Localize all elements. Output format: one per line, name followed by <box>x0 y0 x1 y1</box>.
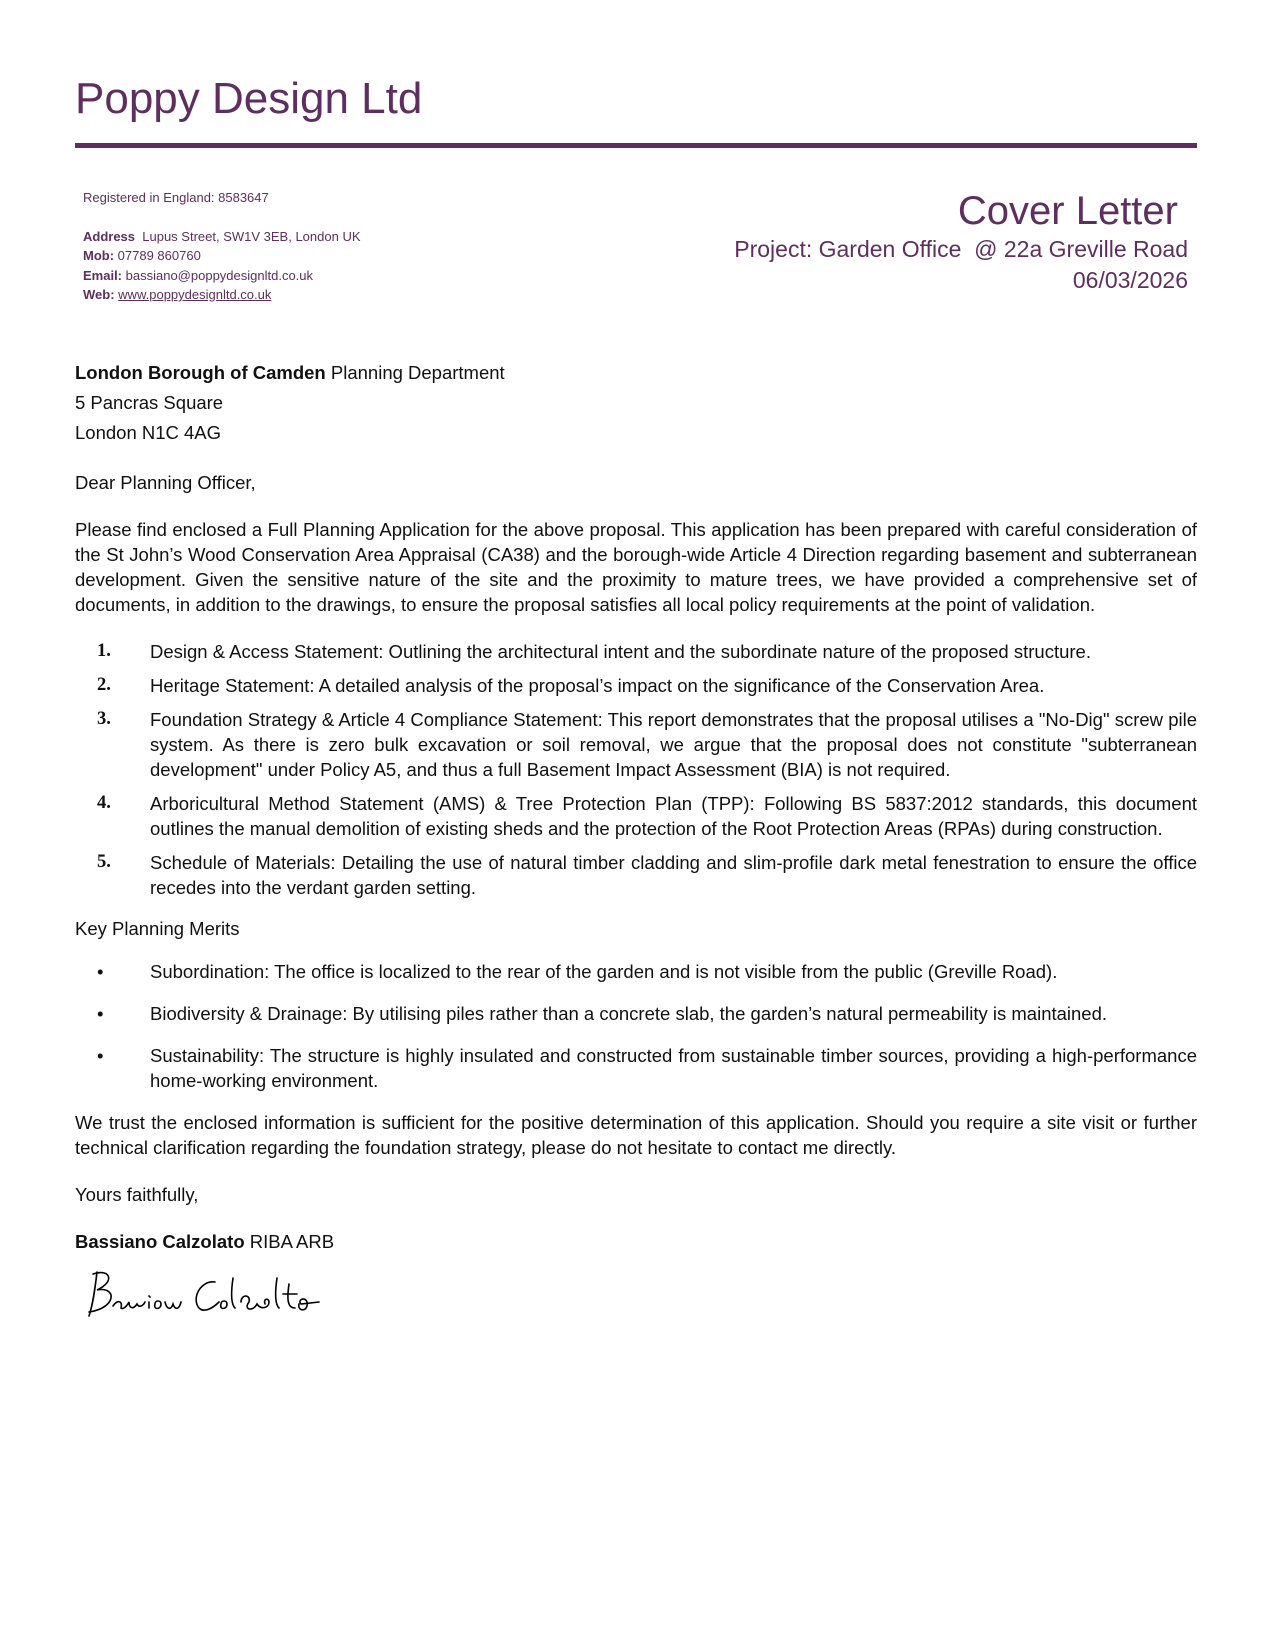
address-label: Address <box>83 228 136 244</box>
list-item: 2. Heritage Statement: A detailed analysis of the proposal’s impact on the significance of the Conservation Area. <box>97 675 1045 696</box>
web-link[interactable]: www.poppydesignltd.co.uk <box>118 287 272 302</box>
merits-list <box>75 959 1197 1093</box>
document-title: Cover Letter <box>957 189 1178 233</box>
company-name: Poppy Design Ltd <box>75 74 423 123</box>
web-label: Web: <box>83 287 115 302</box>
contact-block <box>83 188 361 305</box>
documents-list <box>75 639 1197 900</box>
mobile: 07789 860760 <box>117 248 201 263</box>
document-date: 06/03/2026 <box>1072 267 1188 293</box>
signatory-qualifications: RIBA ARB <box>244 1231 335 1252</box>
signatory-name: Bassiano Calzolato <box>75 1231 245 1252</box>
list-item: • Sustainability: The structure is highly insulated and constructed from sustainable timber sources, providing a high-performance home-working environment. <box>97 1045 1197 1091</box>
list-item: 1. Design & Access Statement: Outlining the architectural intent and the subordinate nature of the proposed structure. <box>97 641 1091 662</box>
email: bassiano@poppydesignltd.co.uk <box>125 267 314 283</box>
recipient-street: 5 Pancras Square <box>75 392 224 413</box>
signoff: Yours faithfully, <box>75 1184 199 1205</box>
recipient-dept: Planning Department <box>325 362 505 383</box>
list-item: 5. Schedule of Materials: Detailing the use of natural timber cladding and slim-profile dark metal fenestration to ensure the office recedes into the verdant garden setting. <box>97 852 1197 898</box>
recipient-org: London Borough of Camden <box>75 362 326 383</box>
recipient-city: London N1C 4AG <box>75 422 222 443</box>
closing-paragraph: We trust the enclosed information is sufficient for the positive determination of this application. Should you require a site visit or further technical clarification regarding the foundation strategy, please do not hesitate to contact me directly. <box>75 1112 1197 1158</box>
intro-paragraph: Please find enclosed a Full Planning Application for the above proposal. This application has been prepared with careful consideration of the St John’s Wood Conservation Area Appraisal (CA38) and the borough-wide Article 4 Direction regarding basement and subterranean development. Given the sensitive nature of the site and the proximity to mature trees, we have provided a comprehensive set of documents, in addition to the drawings, to ensure the proposal satisfies all local policy requirements at the point of validation. <box>75 519 1197 615</box>
address: Lupus Street, SW1V 3EB, London UK <box>142 228 361 244</box>
list-item: • Biodiversity & Drainage: By utilising piles rather than a concrete slab, the garden’s natural permeability is maintained. <box>97 1003 1108 1024</box>
recipient <box>75 358 1197 448</box>
letter-body <box>75 358 1197 1330</box>
document-info <box>734 188 1188 296</box>
list-item: 4. Arboricultural Method Statement (AMS) & Tree Protection Plan (TPP): Following BS 5837:2012 standards, this document outlines the manual demolition of existing sheds and the protection of the Root Protection Areas (RPAs) during construction. <box>97 793 1197 839</box>
signature <box>83 1264 343 1324</box>
project-line: Project: Garden Office @ 22a Greville Road <box>734 236 1188 262</box>
list-item: • Subordination: The office is localized to the rear of the garden and is not visible from the public (Greville Road). <box>97 961 1058 982</box>
mob-label: Mob: <box>83 248 115 263</box>
list-item: 3. Foundation Strategy & Article 4 Compliance Statement: This report demonstrates that the proposal utilises a "No-Dig" screw pile system. As there is zero bulk excavation or soil removal, we argue that the proposal does not constitute "subterranean development" under Policy A5, and thus a full Basement Impact Assessment (BIA) is not required. <box>97 709 1197 780</box>
email-label: Email: <box>83 267 123 283</box>
salutation: Dear Planning Officer, <box>75 472 256 493</box>
header-rule <box>75 143 1197 148</box>
merits-heading: Key Planning Merits <box>75 918 240 939</box>
registration: Registered in England: 8583647 <box>83 190 269 205</box>
